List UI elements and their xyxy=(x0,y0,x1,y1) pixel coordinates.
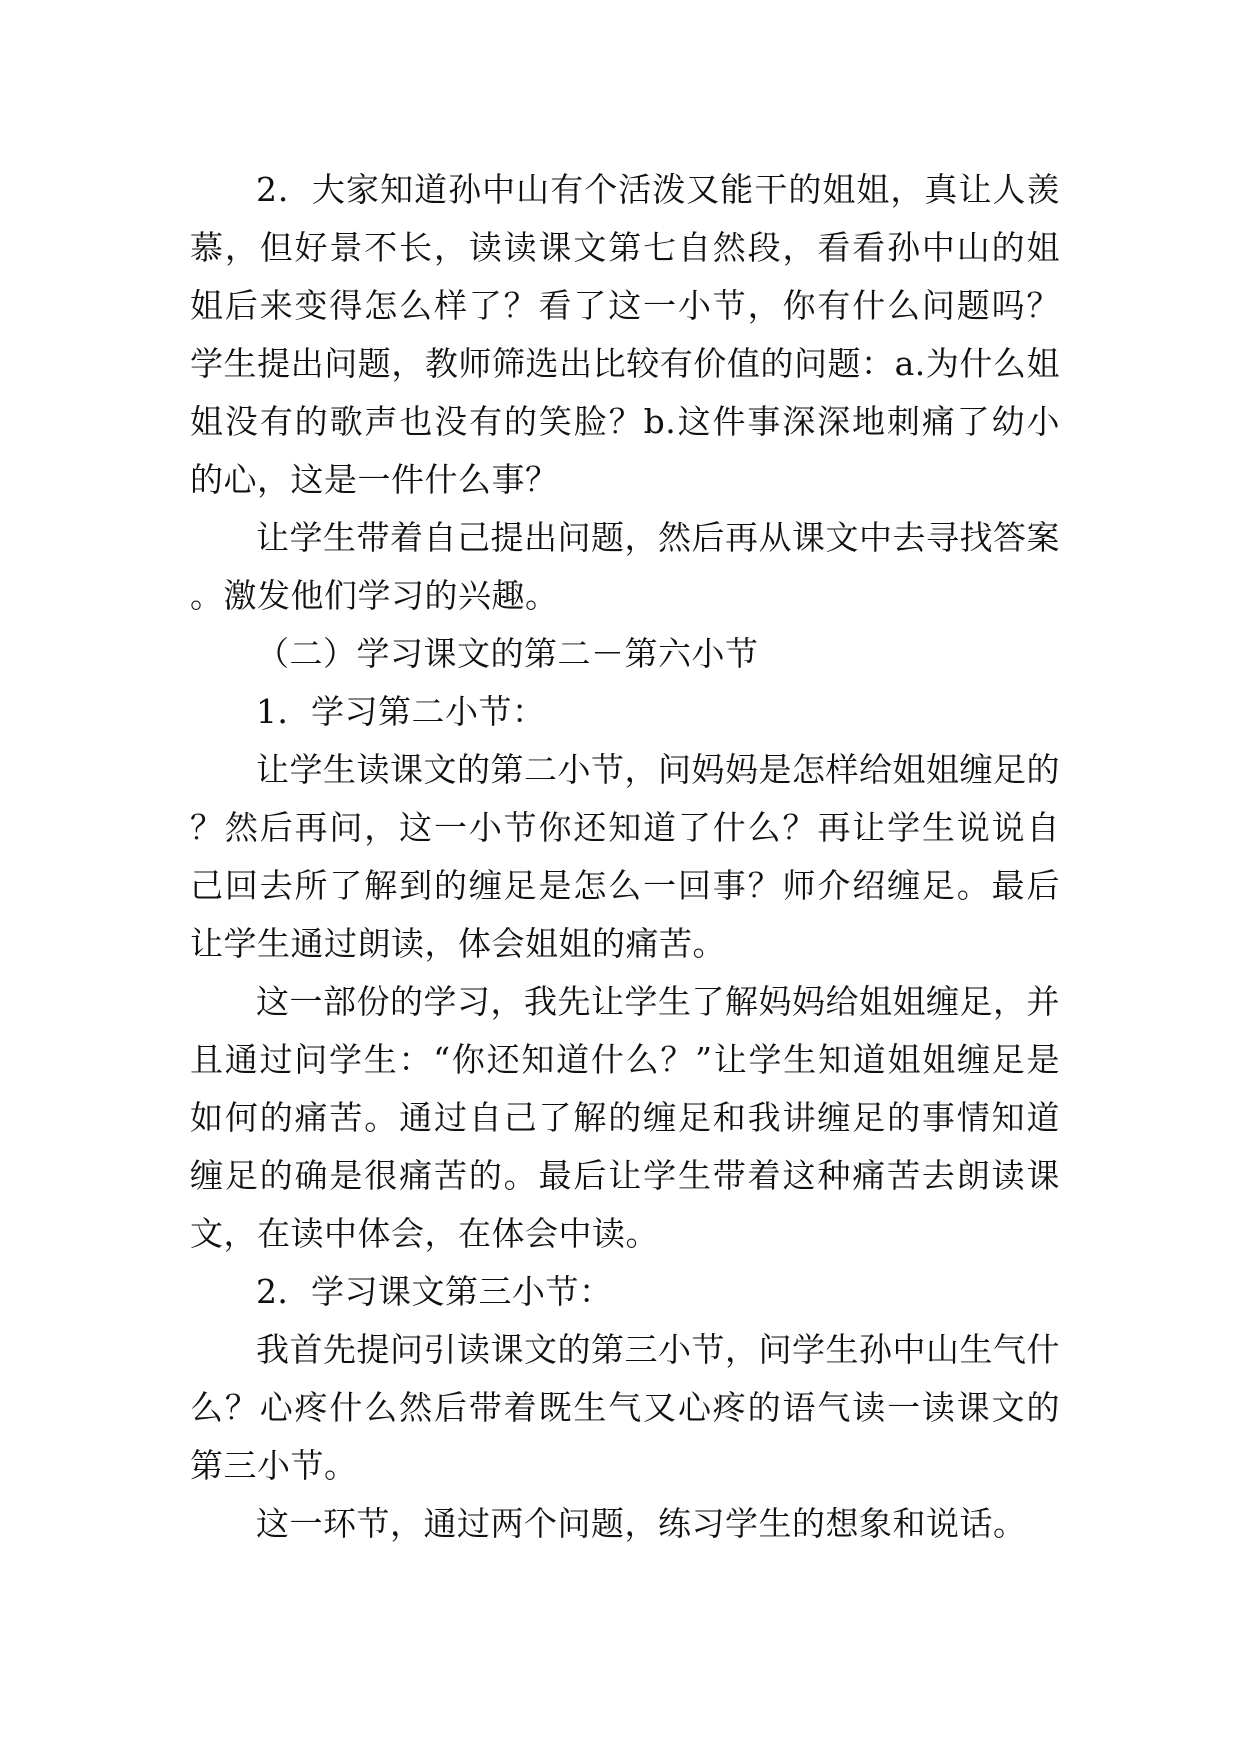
section-heading: （二）学习课文的第二－第六小节 xyxy=(256,634,759,673)
paragraph-interest: 让学生带着自己提出问题，然后再从课文中去寻找答案。激发他们学习的兴趣。 xyxy=(190,518,1060,615)
paragraph-section-two: 让学生读课文的第二小节，问妈妈是怎样给姐姐缠足的？然后再问，这一小节你还知道了什么？再让学生说说自己回去所了解到的缠足是怎么一回事？师介绍缠足。最后让学生通过朗读，体会姐姐的痛苦。 xyxy=(190,750,1060,963)
subheading-section-two: 1．学习第二小节： xyxy=(256,692,546,731)
paragraph-question-intro: 2．大家知道孙中山有个活泼又能干的姐姐，真让人羡慕，但好景不长，读读课文第七自然段，看看孙中山的姐姐后来变得怎么样了？看了这一小节，你有什么问题吗？学生提出问题，教师筛选出比较有价值的问题：a.为什么姐姐没有的歌声也没有的笑脸？b.这件事深深地刺痛了幼小的心，这是一件什么事？ xyxy=(190,170,1060,499)
paragraph-reflection: 这一部份的学习，我先让学生了解妈妈给姐姐缠足，并且通过问学生：“你还知道什么？”让学生知道姐姐缠足是如何的痛苦。通过自己了解的缠足和我讲缠足的事情知道缠足的确是很痛苦的。最后让学生带着这种痛苦去朗读课文，在读中体会，在体会中读。 xyxy=(190,982,1060,1253)
paragraph-summary: 这一环节，通过两个问题，练习学生的想象和说话。 xyxy=(256,1504,1027,1543)
paragraph-section-three: 我首先提问引读课文的第三小节，问学生孙中山生气什么？心疼什么然后带着既生气又心疼的语气读一读课文的第三小节。 xyxy=(190,1330,1060,1485)
subheading-section-three: 2．学习课文第三小节： xyxy=(256,1272,613,1311)
document-body xyxy=(190,161,1060,1553)
